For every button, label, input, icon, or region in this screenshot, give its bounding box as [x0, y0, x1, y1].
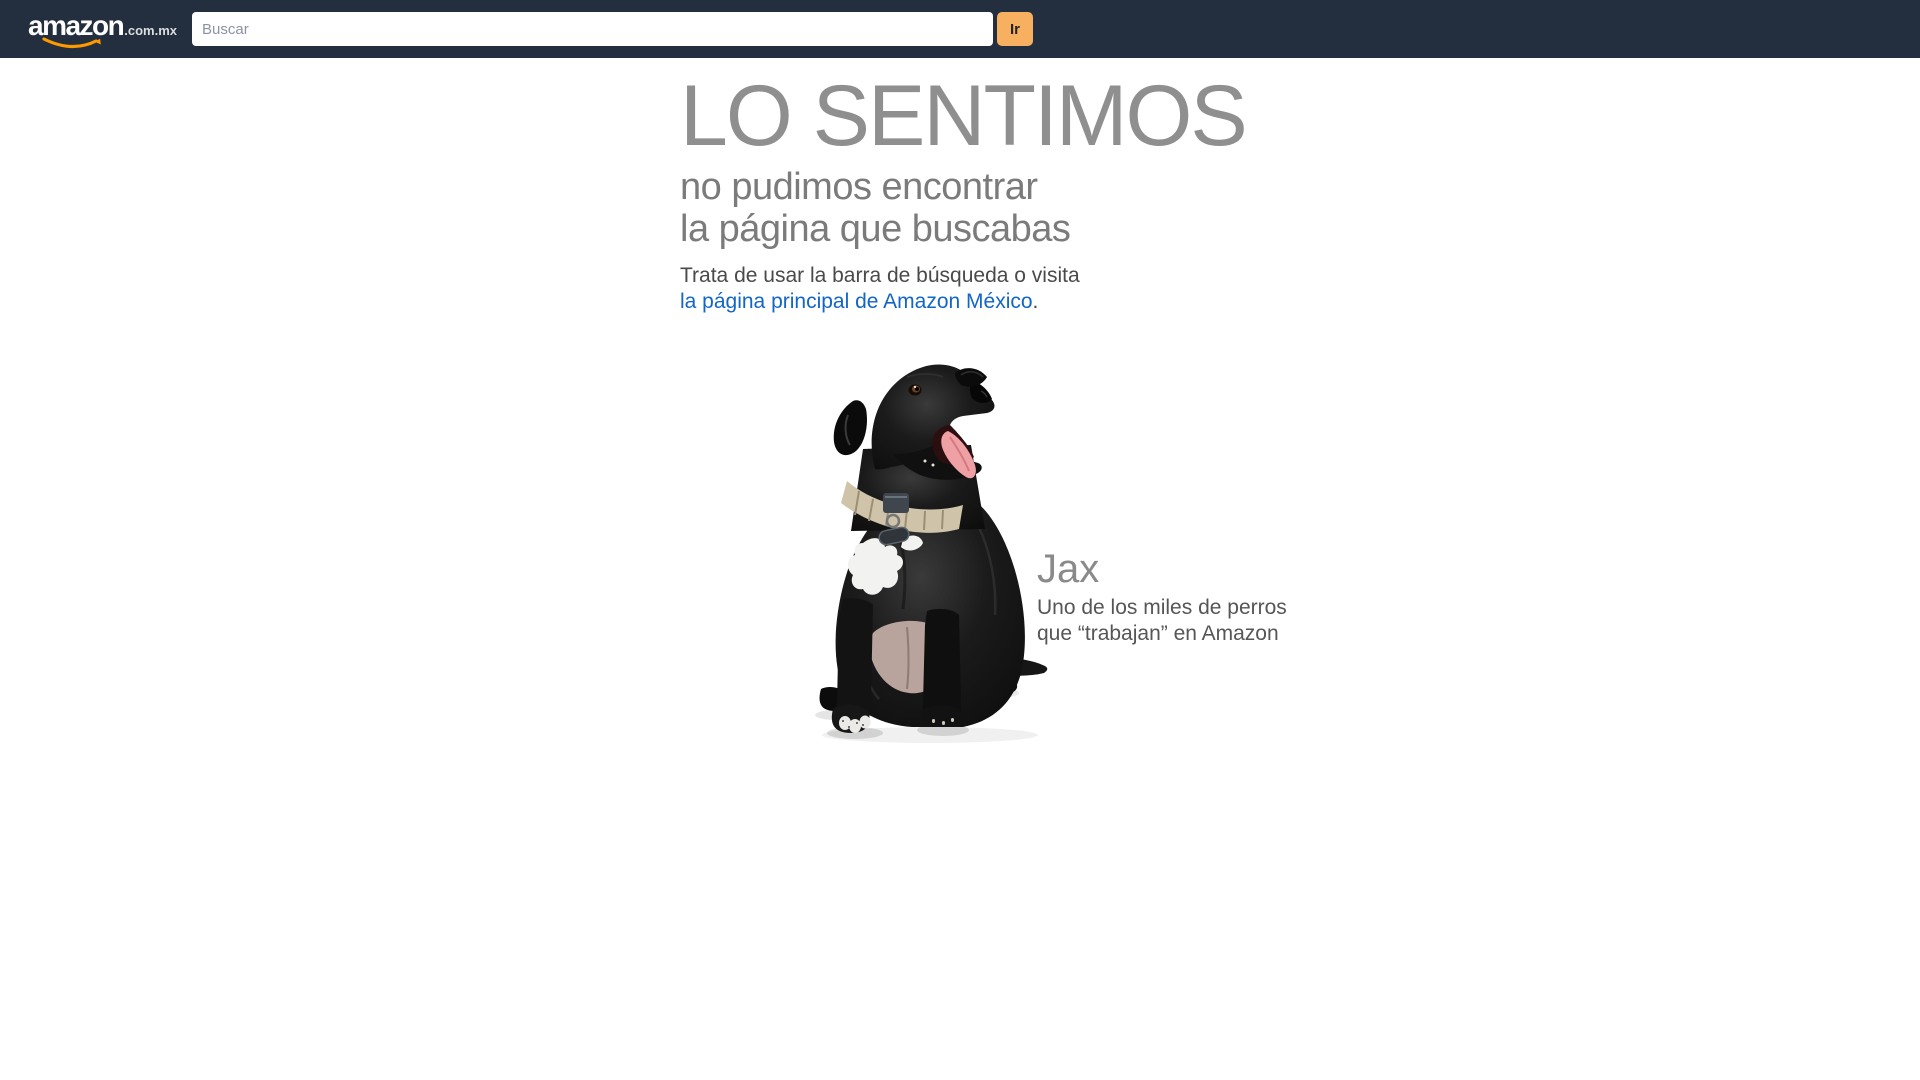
amazon-smile-icon: [42, 37, 104, 51]
dog-photo: [815, 359, 1065, 749]
help-text-block: [680, 263, 1240, 315]
dog-name: Jax: [1037, 547, 1100, 591]
error-subtitle-line1: no pudimos encontrar: [680, 166, 1038, 208]
error-subtitle-line2: la página que buscabas: [680, 208, 1071, 250]
dog-caption-line1: Uno de los miles de perros: [1037, 596, 1287, 619]
help-link-line: [680, 289, 1240, 315]
amazon-logo[interactable]: [28, 11, 177, 41]
error-subtitle: [680, 166, 1240, 250]
error-content: [680, 58, 1287, 759]
dog-caption: [1037, 547, 1287, 647]
dog-caption-text: [1037, 595, 1287, 647]
search-input[interactable]: [192, 12, 993, 46]
search-go-button[interactable]: Ir: [997, 12, 1033, 46]
page-title: LO SENTIMOS: [680, 68, 1246, 164]
dog-caption-line2: que “trabajan” en Amazon: [1037, 622, 1279, 645]
link-period: .: [1032, 290, 1039, 313]
dog-section: [680, 359, 1287, 759]
nav-header: [0, 0, 1920, 58]
help-text: Trata de usar la barra de búsqueda o visita: [680, 264, 1080, 287]
amazon-logo-suffix: .com.mx: [124, 23, 177, 38]
amazon-logo-text: amazon: [28, 10, 124, 41]
home-page-link[interactable]: la página principal de Amazon México: [680, 290, 1033, 313]
